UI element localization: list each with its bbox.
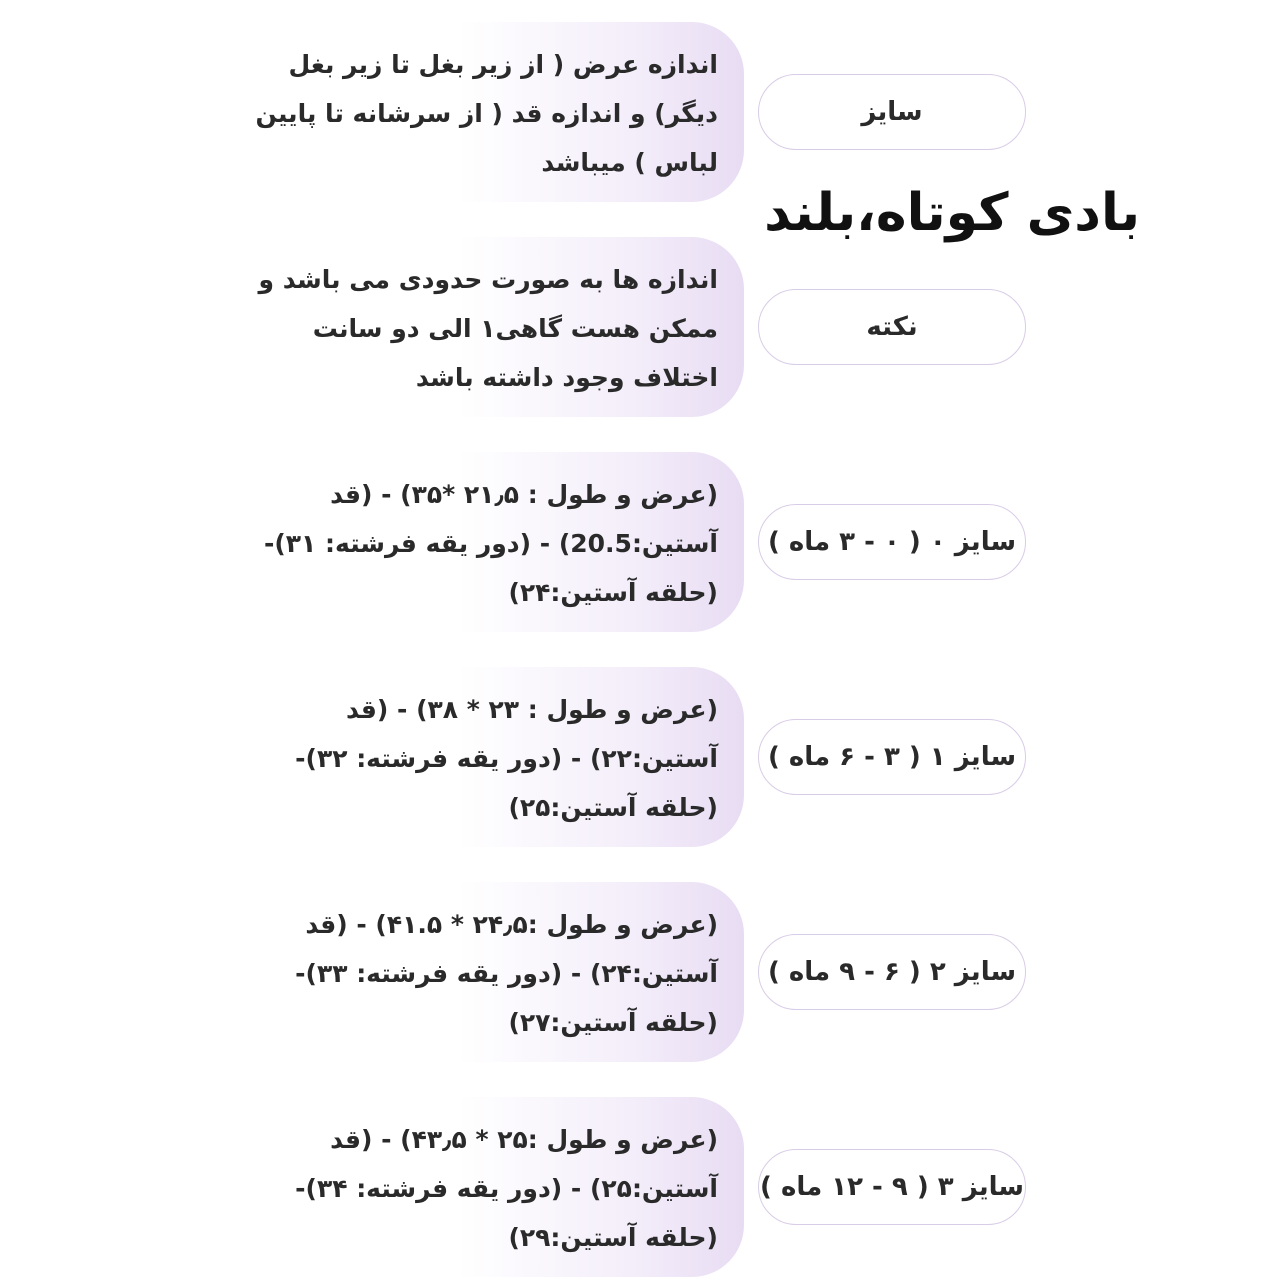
- description-line: (حلقه آستین:۲۹): [508, 1223, 718, 1252]
- description-line: اختلاف وجود داشته باشد: [415, 363, 718, 392]
- label-pill: سایز ۳ ( ۹ - ۱۲ ماه ): [758, 1149, 1026, 1225]
- description-line: اندازه عرض ( از زیر بغل تا زیر بغل: [288, 50, 718, 79]
- description-box: [224, 237, 744, 417]
- description-line: (عرض و طول : ۲۳ * ۳۸) - (قد: [346, 695, 718, 724]
- size-1-row: [0, 667, 1280, 847]
- description-box: [224, 882, 744, 1062]
- description-line: آستین:20.5) - (دور یقه فرشته: ۳۱)-: [263, 529, 718, 558]
- size-definition-row: [0, 22, 1280, 202]
- label-pill: سایز: [758, 74, 1026, 150]
- page-title: بادی کوتاه،بلند: [764, 183, 1140, 243]
- size-0-row: [0, 452, 1280, 632]
- description-line: (عرض و طول :۲۴٫۵ * ۴۱.۵) - (قد: [305, 910, 718, 939]
- label-pill: نکته: [758, 289, 1026, 365]
- label-pill: سایز ۰ ( ۰ - ۳ ماه ): [758, 504, 1026, 580]
- label-pill: سایز ۱ ( ۳ - ۶ ماه ): [758, 719, 1026, 795]
- description-line: ممکن هست گاهی۱ الی دو سانت: [312, 314, 718, 343]
- note-row: [0, 237, 1280, 417]
- description-line: آستین:۲۴) - (دور یقه فرشته: ۳۳)-: [295, 959, 718, 988]
- description-line: اندازه ها به صورت حدودی می باشد و: [258, 265, 718, 294]
- description-line: دیگر) و اندازه قد ( از سرشانه تا پایین: [255, 99, 718, 128]
- size-2-row: [0, 882, 1280, 1062]
- size-3-row: [0, 1097, 1280, 1277]
- description-line: (حلقه آستین:۲۷): [508, 1008, 718, 1037]
- description-box: [224, 22, 744, 202]
- description-line: (حلقه آستین:۲۵): [508, 793, 718, 822]
- description-line: (حلقه آستین:۲۴): [508, 578, 718, 607]
- label-pill: سایز ۲ ( ۶ - ۹ ماه ): [758, 934, 1026, 1010]
- description-box: [224, 1097, 744, 1277]
- description-box: [224, 667, 744, 847]
- description-line: آستین:۲۵) - (دور یقه فرشته: ۳۴)-: [295, 1174, 718, 1203]
- description-line: (عرض و طول : ۲۱٫۵ *۳۵) - (قد: [330, 480, 718, 509]
- description-box: [224, 452, 744, 632]
- description-line: (عرض و طول :۲۵ * ۴۳٫۵) - (قد: [330, 1125, 718, 1154]
- description-line: لباس ) میباشد: [541, 148, 718, 177]
- description-line: آستین:۲۲) - (دور یقه فرشته: ۳۲)-: [295, 744, 718, 773]
